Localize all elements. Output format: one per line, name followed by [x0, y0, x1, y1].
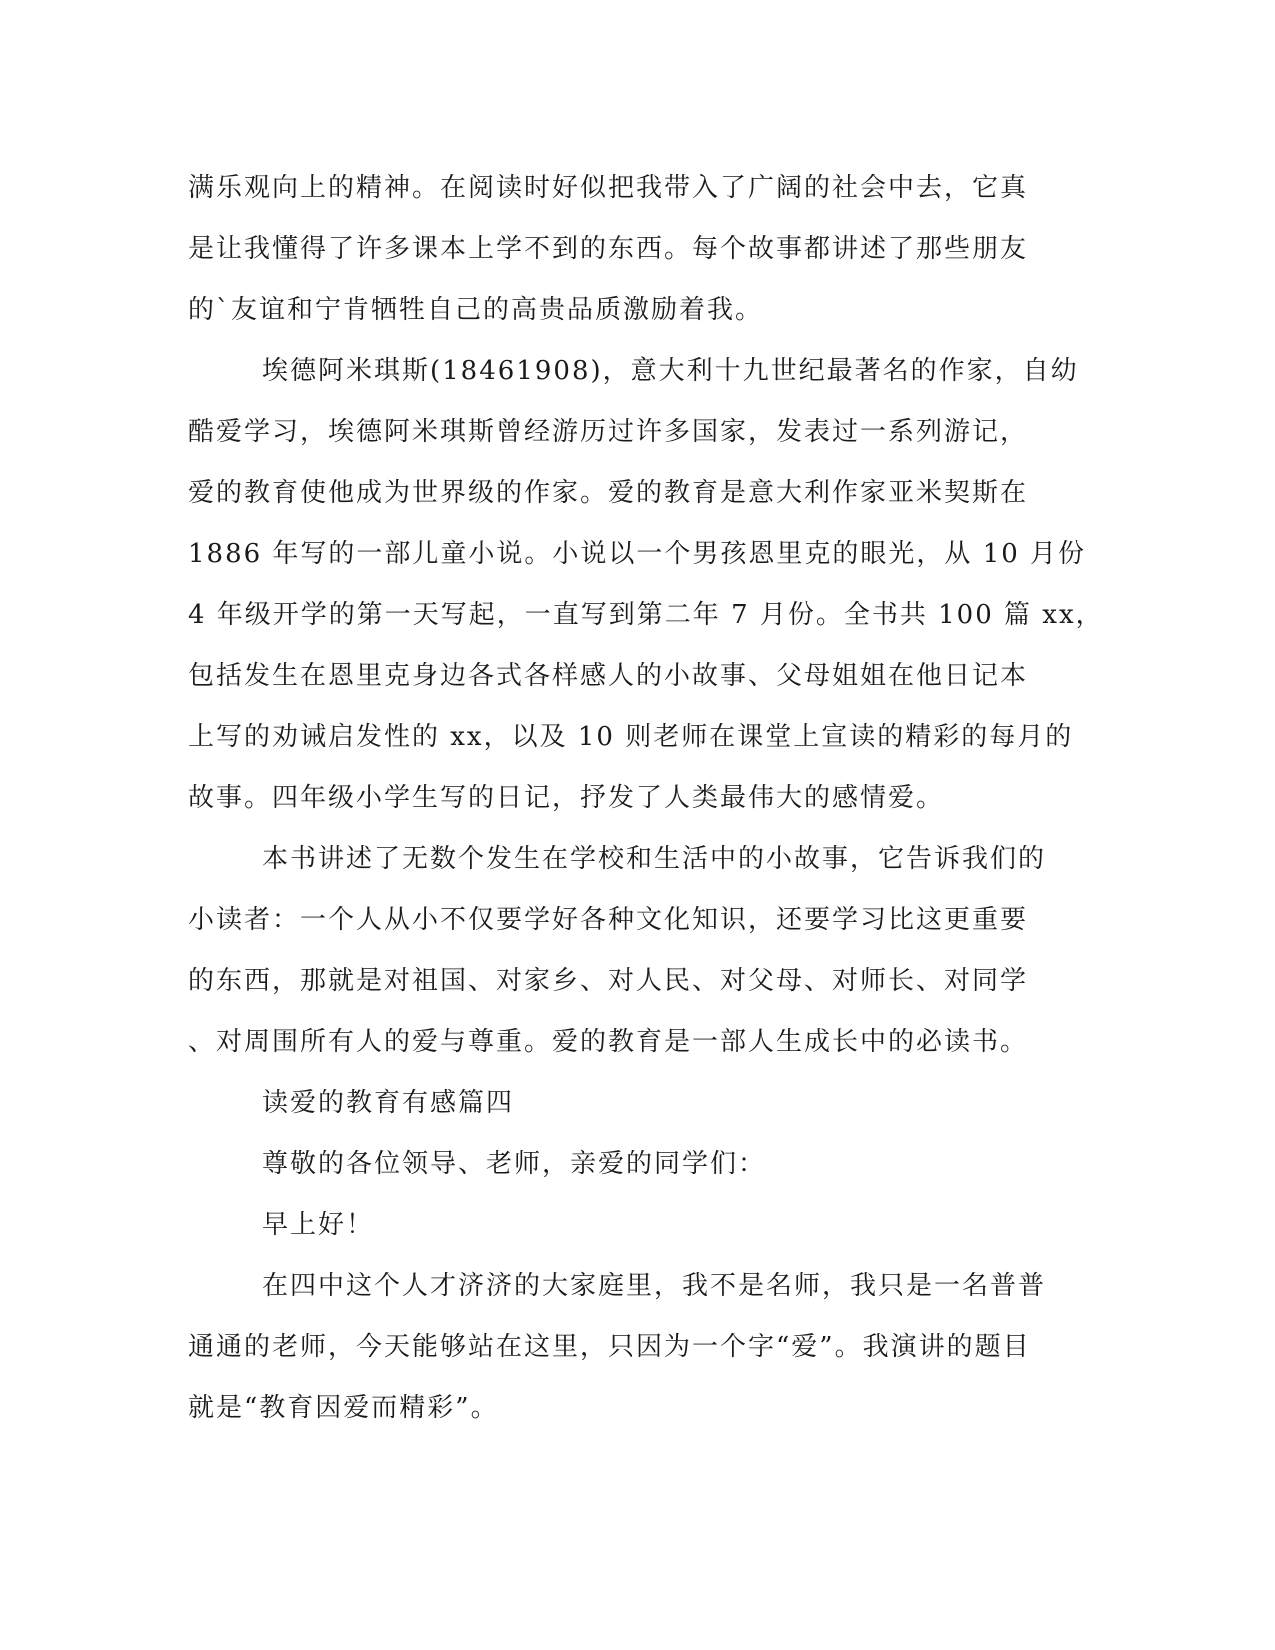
text-line: 通通的老师，今天能够站在这里，只因为一个字“爱”。我演讲的题目	[188, 1332, 1031, 1362]
text-line: 的`友谊和宁肯牺牲自己的高贵品质激励着我。	[188, 295, 764, 325]
text-line: 1886 年写的一部儿童小说。小说以一个男孩恩里克的眼光，从 10 月份	[188, 539, 1087, 569]
paragraph-start-line: 本书讲述了无数个发生在学校和生活中的小故事，它告诉我们的	[262, 844, 1047, 874]
text-line: 就是“教育因爱而精彩”。	[188, 1393, 499, 1423]
section-heading: 读爱的教育有感篇四	[262, 1088, 515, 1118]
text-line: 是让我懂得了许多课本上学不到的东西。每个故事都讲述了那些朋友	[188, 234, 1029, 264]
text-line: 故事。四年级小学生写的日记，抒发了人类最伟大的感情爱。	[188, 783, 945, 813]
greeting: 早上好！	[262, 1210, 375, 1240]
text-line: 、对周围所有人的爱与尊重。爱的教育是一部人生成长中的必读书。	[188, 1027, 1029, 1057]
text-line: 小读者：一个人从小不仅要学好各种文化知识，还要学习比这更重要	[188, 905, 1029, 935]
text-line: 上写的劝诫启发性的 xx，以及 10 则老师在课堂上宣读的精彩的每月的	[188, 722, 1074, 752]
text-line: 满乐观向上的精神。在阅读时好似把我带入了广阔的社会中去，它真	[188, 173, 1029, 203]
text-line: 爱的教育使他成为世界级的作家。爱的教育是意大利作家亚米契斯在	[188, 478, 1029, 508]
text-line: 4 年级开学的第一天写起，一直写到第二年 7 月份。全书共 100 篇 xx，	[188, 600, 1104, 630]
text-line: 的东西，那就是对祖国、对家乡、对人民、对父母、对师长、对同学	[188, 966, 1029, 996]
paragraph-start-line: 埃德阿米琪斯(18461908)，意大利十九世纪最著名的作家，自幼	[262, 356, 1079, 386]
salutation: 尊敬的各位领导、老师，亲爱的同学们：	[262, 1149, 767, 1179]
document-body	[188, 158, 1104, 1439]
paragraph-start-line: 在四中这个人才济济的大家庭里，我不是名师，我只是一名普普	[262, 1271, 1047, 1301]
text-line: 包括发生在恩里克身边各式各样感人的小故事、父母姐姐在他日记本	[188, 661, 1029, 691]
text-line: 酷爱学习，埃德阿米琪斯曾经游历过许多国家，发表过一系列游记，	[188, 417, 1029, 447]
